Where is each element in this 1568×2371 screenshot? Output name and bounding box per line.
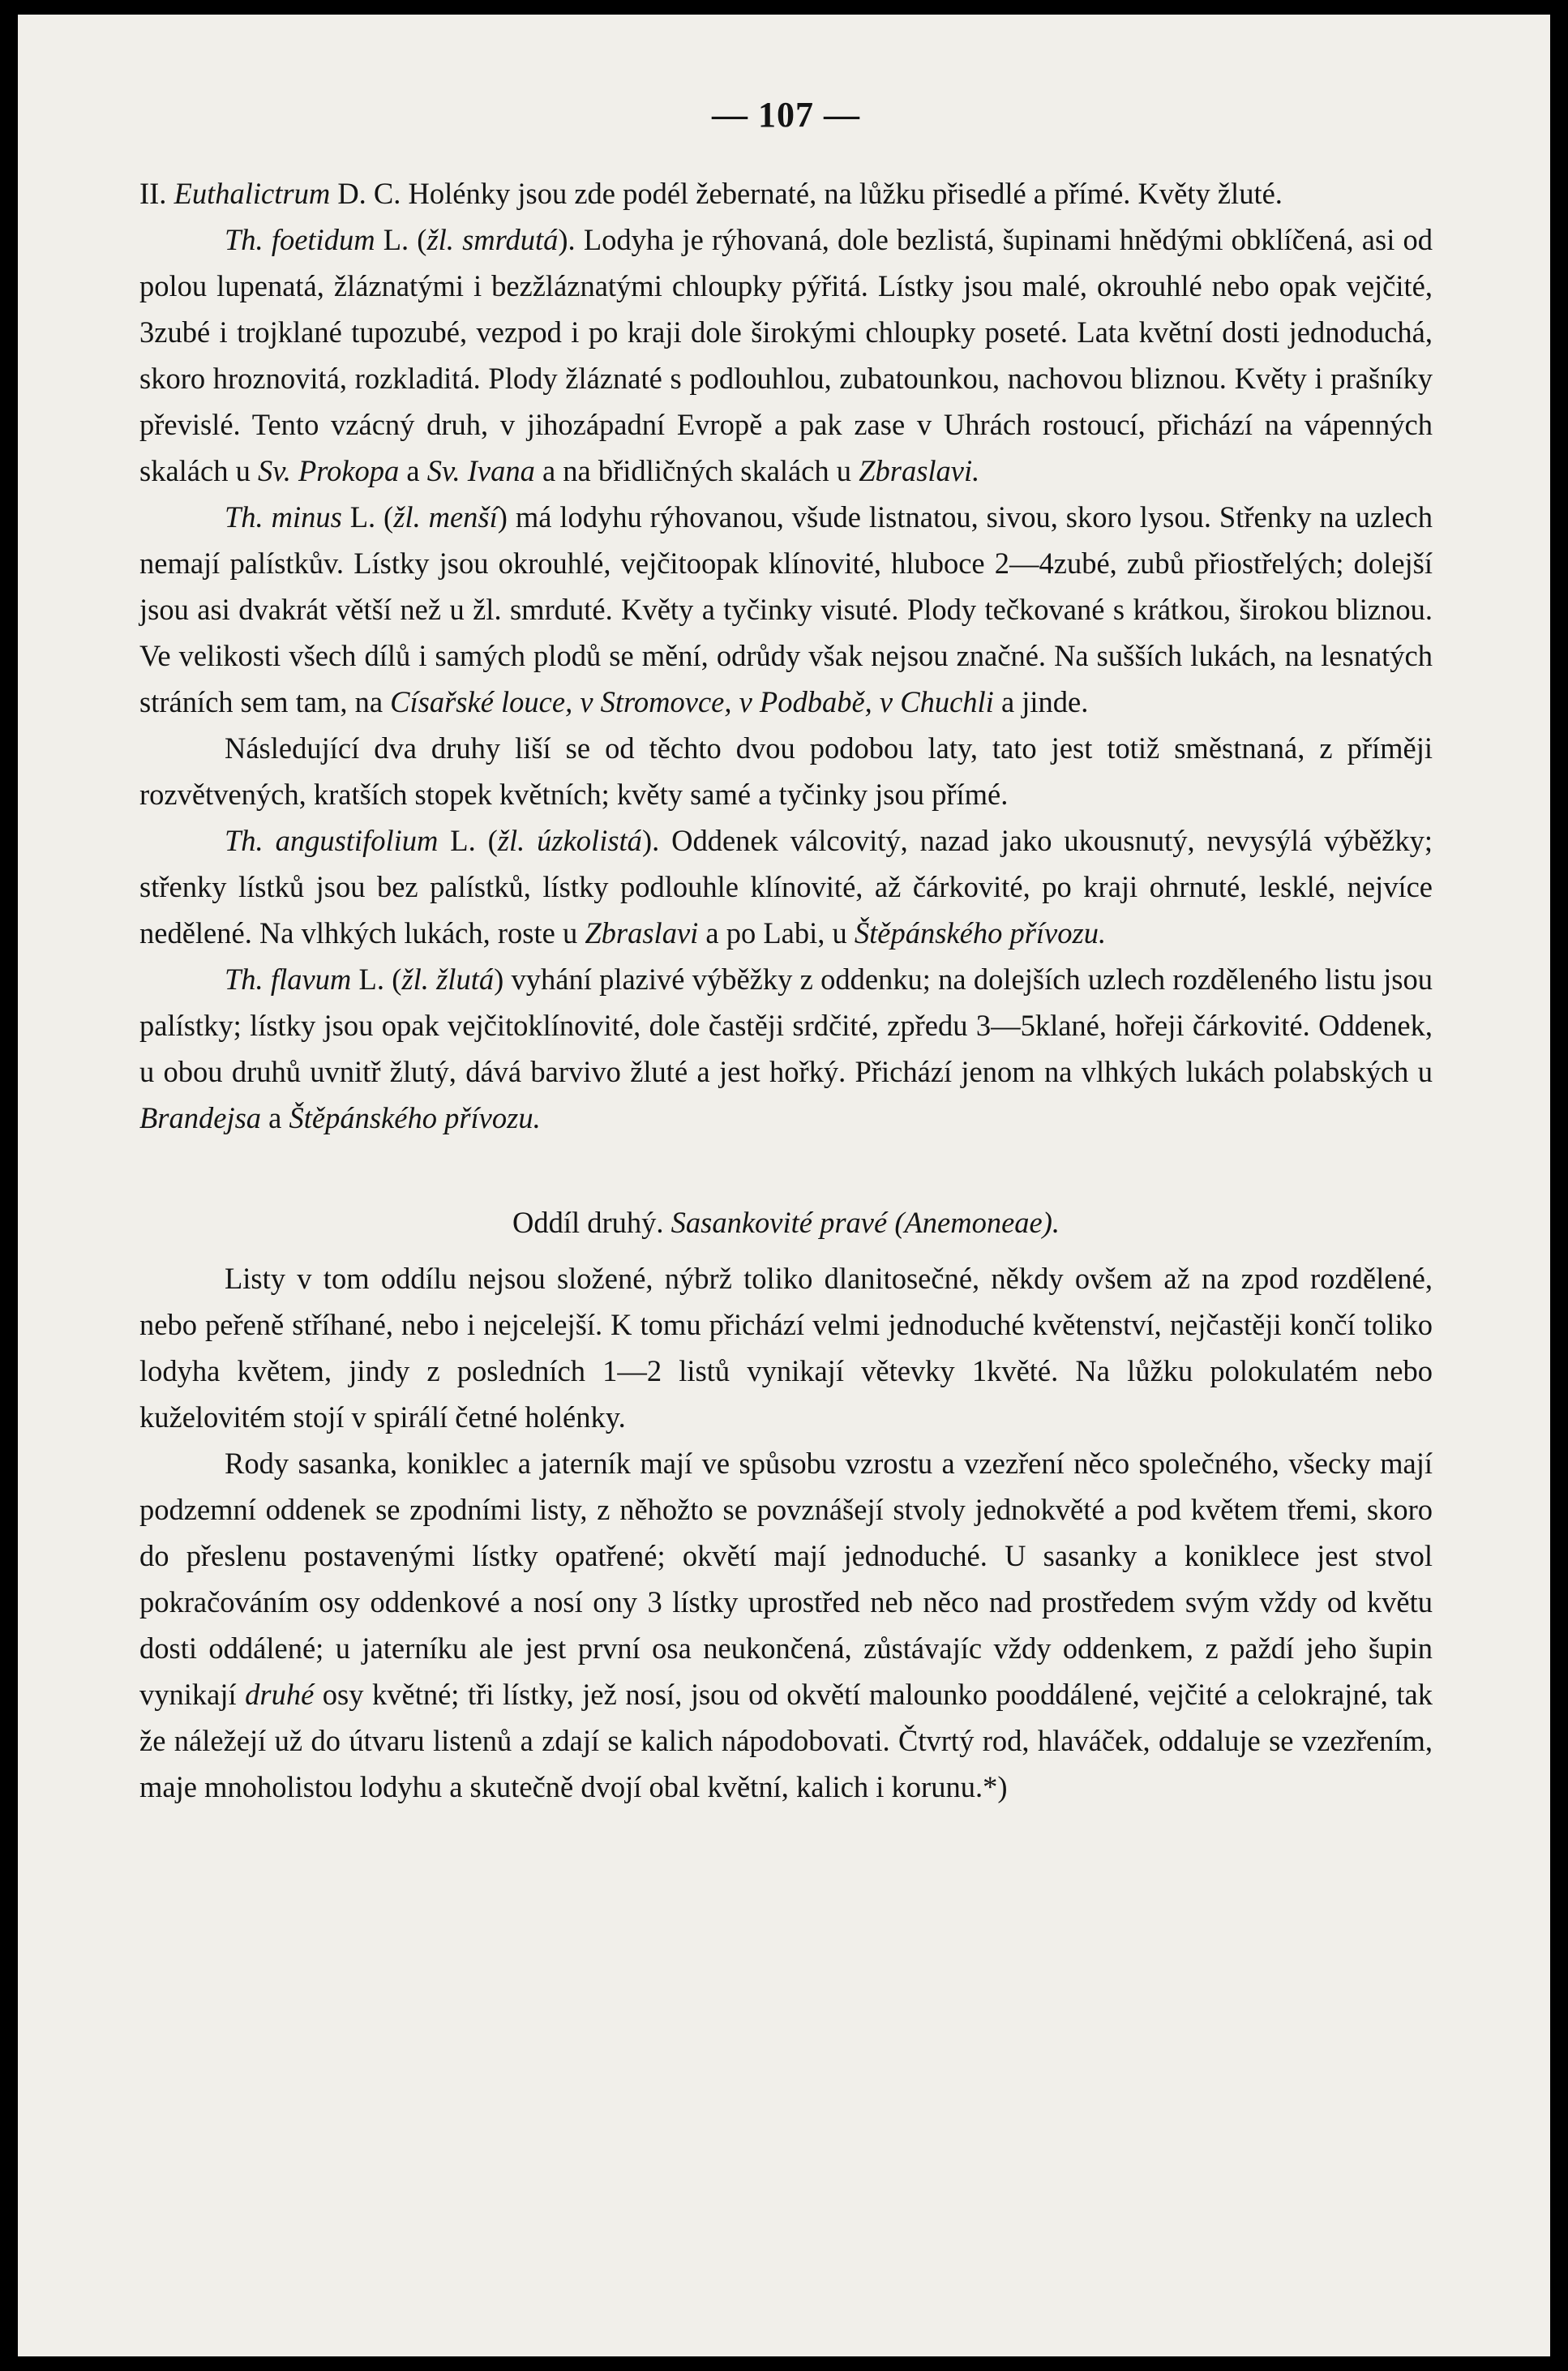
- book-page: [18, 15, 1550, 2356]
- section-heading: Oddíl druhý. Sasankovité pravé (Anemoneae).: [512, 1206, 1060, 1239]
- paragraphs2-paragraph: Listy v tom oddílu nejsou složené, nýbrž toliko dlanitosečné, někdy ovšem až na zpod rozdělené, nebo peřeně stříhané, nebo i nejcelejší. K tomu přichází velmi jednoduché květenství, nejčastěji končí toliko lodyha květem, jindy z posledních 1—2 listů vynikají větevky 1květé. Na lůžku polokulatém nebo kuželovitém stojí v spirálí četné holénky.: [139, 1262, 1433, 1434]
- paragraphs-paragraph: II. Euthalictrum D. C. Holénky jsou zde podél žebernaté, na lůžku přisedlé a přímé. Květy žluté.: [139, 177, 1283, 210]
- page-number: — 107 —: [712, 95, 860, 135]
- paragraphs-paragraph: Th. foetidum L. (žl. smrdutá). Lodyha je rýhovaná, dole bezlistá, šupinami hnědými obklíčená, asi od polou lupenatá, žláznatými i bezžláznatými chloupky pýřitá. Lístky jsou malé, okrouhlé nebo opak vejčité, 3zubé i trojklané tupozubé, vezpod i po kraji dole širokými chloupky poseté. Lata květní dosti jednoduchá, skoro hroznovitá, rozkladitá. Plody žláznaté s podlouhlou, zubatounkou, nachovou bliznou. Květy i prašníky převislé. Tento vzácný druh, v jihozápadní Evropě a pak zase v Uhrách rostoucí, přichází na vápenných skalách u Sv. Prokopa a Sv. Ivana a na břidličných skalách u Zbraslavi.: [139, 223, 1433, 487]
- paragraphs2-paragraph: Rody sasanka, koniklec a jaterník mají ve spůsobu vzrostu a vzezření něco společného, všecky mají podzemní oddenek se zpodními listy, z něhožto se povznášejí stvoly jednokvěté a pod květem třemi, skoro do přeslenu postavenými lístky opatřené; okvětí mají jednoduché. U sasanky a koniklece jest stvol pokračováním osy oddenkové a nosí ony 3 lístky uprostřed neb něco nad prostředem svým vždy od květu dosti oddálené; u jaterníku ale jest první osa neukončená, zůstávajíc vždy oddenkem, z paždí jeho šupin vynikají druhé osy květné; tři lístky, jež nosí, jsou od okvětí malounko pooddálené, vejčité a celokrajné, tak že náležejí už do útvaru listenů a zdají se kalich nápodobovati. Čtvrtý rod, hlaváček, oddaluje se vzezřením, maje mnoholistou lodyhu a skutečně dvojí obal květní, kalich i korunu.*): [139, 1447, 1433, 1803]
- paragraphs-block-2: [139, 1255, 1433, 1810]
- paragraphs-block-1: [139, 170, 1433, 1141]
- paragraphs-paragraph: Th. flavum L. (žl. žlutá) vyhání plazivé výběžky z oddenku; na dolejších uzlech rozděleného listu jsou palístky; lístky jsou opak vejčitoklínovité, dole častěji srdčité, zpředu 3—5klané, hořeji čárkovité. Oddenek, u obou druhů uvnitř žlutý, dává barvivo žluté a jest hořký. Přichází jenom na vlhkých lukách polabských u Brandejsa a Štěpánského přívozu.: [139, 963, 1433, 1134]
- paragraphs-paragraph: Následující dva druhy liší se od těchto dvou podobou laty, tato jest totiž směstnaná, z příměji rozvětvených, kratších stopek květních; květy samé a tyčinky jsou přímé.: [139, 731, 1433, 811]
- paragraphs-paragraph: Th. angustifolium L. (žl. úzkolistá). Oddenek válcovitý, nazad jako ukousnutý, nevysýlá výběžky; střenky lístků jsou bez palístků, lístky podlouhle klínovité, až čárkovité, po kraji ohrnuté, lesklé, nejvíce nedělené. Na vlhkých lukách, roste u Zbraslavi a po Labi, u Štěpánského přívozu.: [139, 824, 1433, 950]
- body-text: [139, 170, 1433, 1810]
- paragraphs-paragraph: Th. minus L. (žl. menší) má lodyhu rýhovanou, všude listnatou, sivou, skoro lysou. Střenky na uzlech nemají palístkův. Lístky jsou okrouhlé, vejčitoopak klínovité, hluboce 2—4zubé, zubů přiostřelých; dolejší jsou asi dvakrát větší než u žl. smrduté. Květy a tyčinky visuté. Plody tečkované s krátkou, širokou bliznou. Ve velikosti všech dílů i samých plodů se mění, odrůdy však nejsou značné. Na sušších lukách, na lesnatých stráních sem tam, na Císařské louce, v Stromovce, v Podbabě, v Chuchli a jinde.: [139, 500, 1433, 718]
